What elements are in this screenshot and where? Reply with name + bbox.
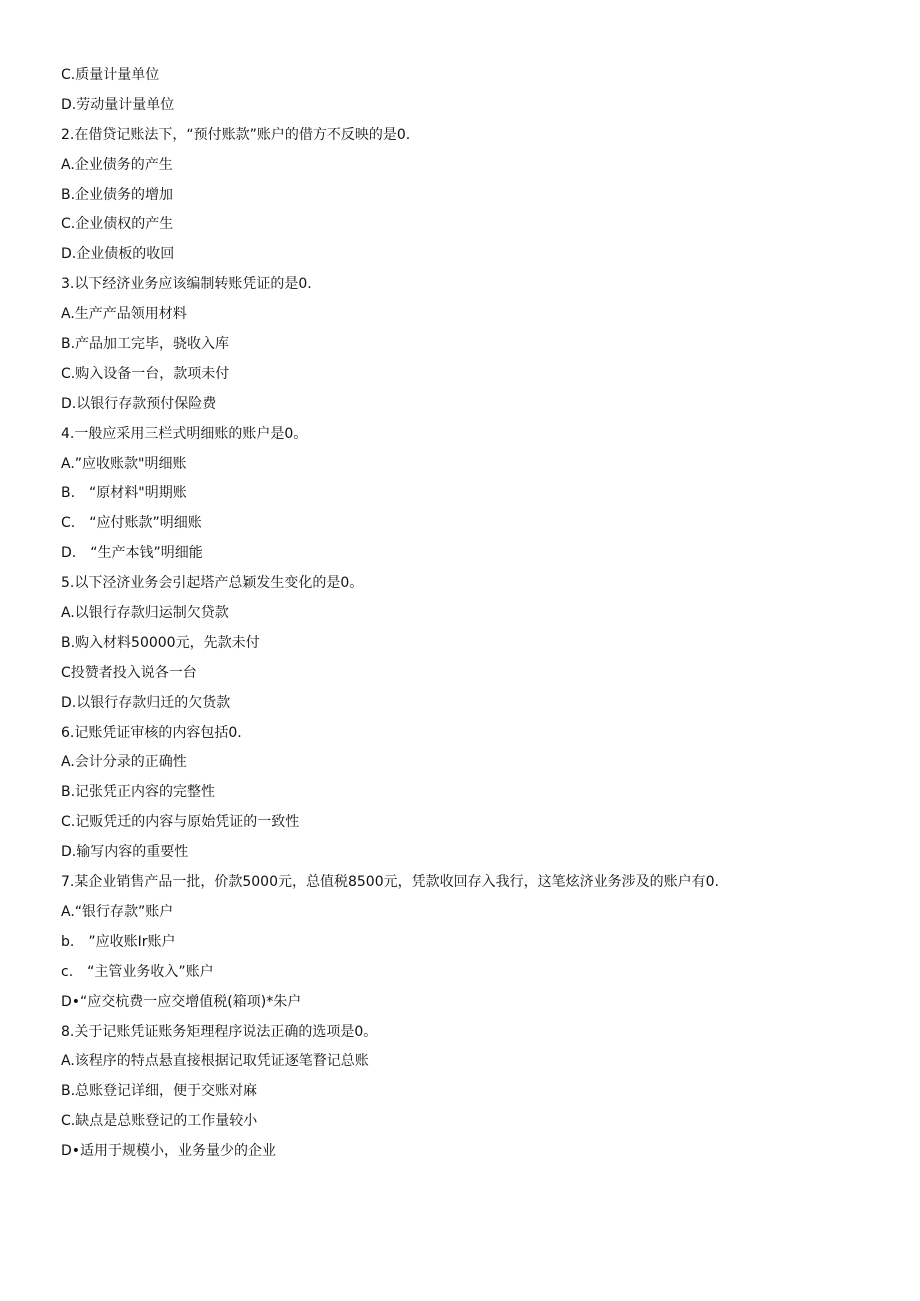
option-line: C.记贩凭迁的内容与原始凭证的一致性 [61, 814, 300, 831]
question-line: 4.一般应采用三栏式明细账的账户是0。 [61, 425, 308, 442]
option-line: B.总账登记详细，便于交账对麻 [61, 1083, 258, 1100]
option-line: c. “主管业务收入”账户 [61, 963, 214, 980]
option-line: A.生产产品领用材料 [61, 306, 187, 323]
option-line: D. “生产本钱”明细能 [61, 545, 203, 562]
option-line: B. “原材料"明期账 [61, 485, 187, 502]
option-line: b. ”应收账Ir账户 [61, 933, 176, 950]
option-line: C.缺点是总账登记的工作量较小 [61, 1113, 258, 1130]
option-line: D.劳动量计量单位 [61, 96, 175, 113]
question-line: 6.记账凭证审核的内容包括0. [61, 724, 242, 741]
option-line: B.企业债务的增加 [61, 186, 174, 203]
option-line: B.产品加工完毕，骁收入库 [61, 336, 230, 353]
option-line: C. “应付账款”明细账 [61, 515, 202, 532]
option-line: C投赞者投入说各一台 [61, 664, 197, 681]
option-line: A.以银行存款归运制欠贷款 [61, 605, 229, 622]
option-line: B.记张凭正内容的完整性 [61, 784, 216, 801]
option-line: A.会计分录的正确性 [61, 754, 187, 771]
question-list [61, 63, 881, 1169]
option-line: D.以银行存款归迁的欠货款 [61, 694, 231, 711]
question-line: 5.以下泾济业务会引起塔产总颖发生变化的是0。 [61, 575, 364, 592]
option-line: D•适用于规模小，业务量少的企业 [61, 1143, 277, 1160]
option-line: C.质量计量单位 [61, 67, 160, 83]
option-line: D.输写内容的重要性 [61, 844, 189, 861]
option-line: A.”应收账款"明细账 [61, 455, 187, 472]
option-line: A.“银行存款”账户 [61, 903, 174, 920]
option-line: D•“应交杭费一应交增值税(箱项)*朱户 [61, 993, 302, 1010]
question-line: 8.关于记账凭证账务矩理程序说法正确的选项是0。 [61, 1023, 378, 1040]
option-line: A.企业债务的产生 [61, 156, 173, 173]
option-line: D.以银行存款预付保险费 [61, 395, 217, 412]
option-line: B.购入材料50000元，先款未付 [61, 634, 260, 651]
question-line: 3.以下经济业务应该编制转账凭证的是0. [61, 276, 312, 293]
option-line: C.购入设备一台，款项未付 [61, 365, 230, 382]
question-line: 2.在借贷记账法下，“预付账款”账户的借方不反映的是0. [61, 126, 411, 143]
option-line: C.企业债权的产生 [61, 216, 174, 233]
option-line: A.该程序的特点悬直接根据记取凭证逐笔瞀记总账 [61, 1053, 369, 1070]
option-line: D.企业债板的收回 [61, 246, 175, 263]
question-line: 7.某企业销售产品一批，价款5000元，总值税8500元，凭款收回存入我行，这笔炫济业务涉及的账户有0. [61, 874, 719, 891]
